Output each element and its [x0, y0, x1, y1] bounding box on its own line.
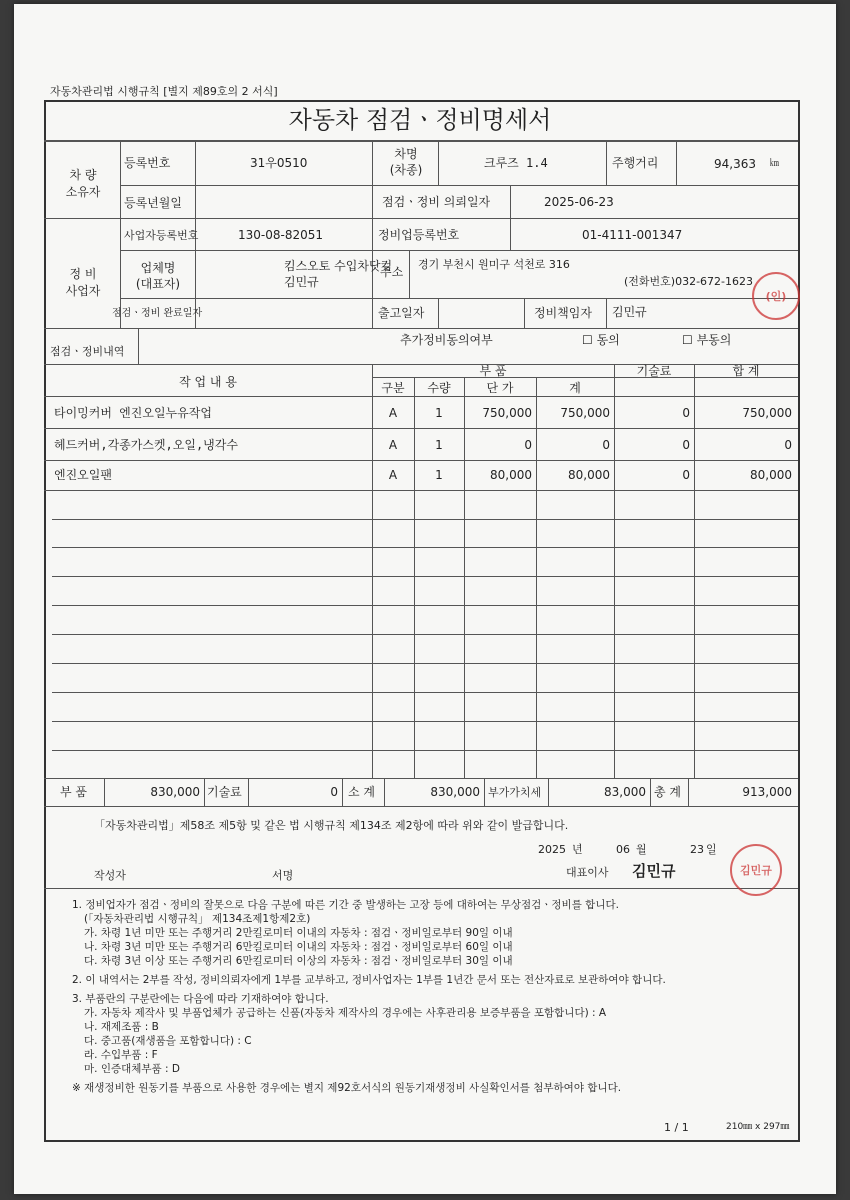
total-labor-label: 기술료 — [207, 785, 242, 799]
row-sum: 0 — [602, 438, 610, 452]
row-labor: 0 — [682, 406, 690, 420]
consent-agree-checkbox[interactable]: ☐ 동의 — [582, 333, 620, 347]
row-work: 헤드커버,각종가스켓,오일,냉각수 — [54, 438, 238, 452]
reg-no-value: 31우0510 — [250, 156, 308, 170]
row-labor: 0 — [682, 438, 690, 452]
manager-value: 김민규 — [612, 305, 647, 319]
row-labor: 0 — [682, 468, 690, 482]
note-line: 가. 자동차 제작사 및 부품업체가 공급하는 신품(자동차 제작사의 경우에는 사후관리용 보증부품을 포함합니다) : A — [84, 1007, 607, 1019]
note-line: 라. 수입부품 : F — [84, 1049, 158, 1061]
shop-rep-value: 김민규 — [284, 275, 319, 289]
mileage-value: 94,363 — [714, 157, 756, 171]
note-line: 다. 차령 3년 이상 또는 주행거리 6만킬로미터 이상의 자동차 : 점검ㆍ정비일로부터 30일 이내 — [84, 955, 513, 967]
shop-reg-label: 정비업등록번호 — [378, 228, 460, 242]
row-type: A — [388, 468, 398, 482]
total-header: 합 계 — [732, 364, 760, 378]
shop-name-value: 킴스오토 수입차닷컴 — [284, 259, 393, 273]
note-line: (「자동차관리법 시행규칙」 제134조제1항제2호) — [84, 913, 311, 925]
row-sum: 750,000 — [560, 406, 610, 420]
ceo-name: 김민규 — [632, 862, 676, 880]
row-total: 0 — [784, 438, 792, 452]
row-price: 80,000 — [490, 468, 532, 482]
request-date-label: 점검ㆍ정비 의뢰일자 — [382, 195, 491, 209]
regulation-text: 자동차관리법 시행규칙 [별지 제89호의 2 서식] — [50, 85, 278, 98]
details-label: 점검ㆍ정비내역 — [50, 345, 125, 358]
issue-statement: 「자동차관리법」제58조 제5항 및 같은 법 시행규칙 제134조 제2항에 따라 위와 같이 발급합니다. — [94, 819, 569, 832]
grand-total-value: 913,000 — [742, 785, 792, 799]
row-qty: 1 — [435, 406, 443, 420]
work-header: 작 업 내 용 — [179, 375, 237, 389]
col-sum-header: 계 — [569, 381, 581, 395]
issue-day-unit: 일 — [706, 843, 717, 856]
mileage-label: 주행거리 — [612, 156, 659, 170]
row-work: 엔진오일팬 — [54, 468, 112, 482]
note-line: ※ 재생정비한 원동기를 부품으로 사용한 경우에는 별지 제92호서식의 원동기재생정비 사실확인서를 첨부하여야 합니다. — [72, 1082, 622, 1094]
model-label: 차명 (차종) — [389, 147, 423, 177]
address-value: 경기 부천시 원미구 석천로 316 — [418, 258, 570, 271]
document-page — [14, 4, 836, 1194]
request-date-value: 2025-06-23 — [544, 195, 614, 209]
note-line: 2. 이 내역서는 2부를 작성, 정비의뢰자에게 1부를 교부하고, 정비사업자는 1부를 1년간 문서 또는 전산자료로 보관하여야 합니다. — [72, 974, 666, 986]
parts-header: 부 품 — [479, 364, 507, 378]
total-labor-value: 0 — [330, 785, 338, 799]
note-line: 나. 재제조품 : B — [84, 1021, 159, 1033]
model-value: 크루즈 1.4 — [484, 156, 548, 170]
address-label: 주소 — [380, 265, 404, 279]
biz-no-value: 130-08-82051 — [238, 228, 324, 242]
complete-date-label: 점검ㆍ정비 완료일자 — [112, 308, 203, 319]
issue-year-unit: 년 — [572, 843, 583, 856]
reg-date-label: 등록년월일 — [124, 196, 182, 210]
shop-section-label: 정 비 사업자 — [65, 267, 101, 298]
vat-label: 부가가치세 — [488, 786, 542, 799]
page-indicator: 1 / 1 — [664, 1121, 689, 1134]
ceo-label: 대표이사 — [566, 866, 609, 879]
issue-month-unit: 월 — [636, 843, 647, 856]
biz-no-label: 사업자등록번호 — [124, 229, 199, 242]
phone-value: (전화번호)032-672-1623 — [624, 275, 754, 288]
row-total: 80,000 — [750, 468, 792, 482]
row-sum: 80,000 — [568, 468, 610, 482]
row-work: 타이밍커버 엔진오일누유작업 — [54, 406, 212, 420]
grand-total-label: 총 계 — [654, 785, 681, 799]
release-date-label: 출고일자 — [378, 306, 425, 320]
note-line: 1. 정비업자가 점검ㆍ정비의 잘못으로 다음 구분에 따른 기간 중 발생하는 고장 등에 대하여는 무상점검ㆍ정비를 합니다. — [72, 899, 619, 911]
shop-name-label: 업체명 (대표자) — [135, 261, 181, 291]
issue-month: 06 — [616, 843, 630, 856]
page-title: 자동차 점검ㆍ정비명세서 — [288, 106, 552, 134]
note-line: 3. 부품란의 구분란에는 다음에 따라 기재하여야 합니다. — [72, 993, 329, 1005]
reg-no-label: 등록번호 — [124, 156, 171, 170]
row-qty: 1 — [435, 468, 443, 482]
ceo-seal-stamp: 김민규 — [730, 844, 782, 896]
manager-label: 정비책임자 — [534, 306, 592, 320]
issue-day: 23 — [690, 843, 704, 856]
col-qty-header: 수량 — [427, 381, 451, 395]
owner-section-label: 차 량 소유자 — [65, 168, 101, 199]
labor-header: 기술료 — [636, 364, 672, 378]
col-price-header: 단 가 — [486, 381, 514, 395]
consent-label: 추가정비동의여부 — [400, 333, 493, 347]
shop-reg-value: 01-4111-001347 — [582, 228, 683, 242]
row-price: 750,000 — [482, 406, 532, 420]
sign-label: 서명 — [272, 869, 294, 882]
subtotal-value: 830,000 — [430, 785, 480, 799]
note-line: 마. 인증대체부품 : D — [84, 1063, 180, 1075]
author-label: 작성자 — [94, 869, 126, 882]
col-type-header: 구분 — [381, 381, 405, 395]
consent-disagree-checkbox[interactable]: ☐ 부동의 — [682, 333, 732, 347]
note-line: 나. 차령 3년 미만 또는 주행거리 6만킬로미터 이내의 자동차 : 점검ㆍ정비일로부터 60일 이내 — [84, 941, 513, 953]
paper-size: 210㎜ x 297㎜ — [726, 1122, 790, 1132]
row-type: A — [388, 438, 398, 452]
shop-seal-stamp: (인) — [752, 272, 800, 320]
vat-value: 83,000 — [604, 785, 646, 799]
row-type: A — [388, 406, 398, 420]
row-price: 0 — [524, 438, 532, 452]
subtotal-label: 소 계 — [348, 785, 375, 799]
total-parts-value: 830,000 — [150, 785, 200, 799]
note-line: 다. 중고품(재생품을 포함합니다) : C — [84, 1035, 252, 1047]
mileage-unit: ㎞ — [770, 159, 780, 169]
note-line: 가. 차령 1년 미만 또는 주행거리 2만킬로미터 이내의 자동차 : 점검ㆍ정비일로부터 90일 이내 — [84, 927, 513, 939]
row-qty: 1 — [435, 438, 443, 452]
row-total: 750,000 — [742, 406, 792, 420]
total-parts-label: 부 품 — [60, 785, 87, 799]
notes-section — [72, 898, 812, 1095]
issue-year: 2025 — [538, 843, 566, 856]
